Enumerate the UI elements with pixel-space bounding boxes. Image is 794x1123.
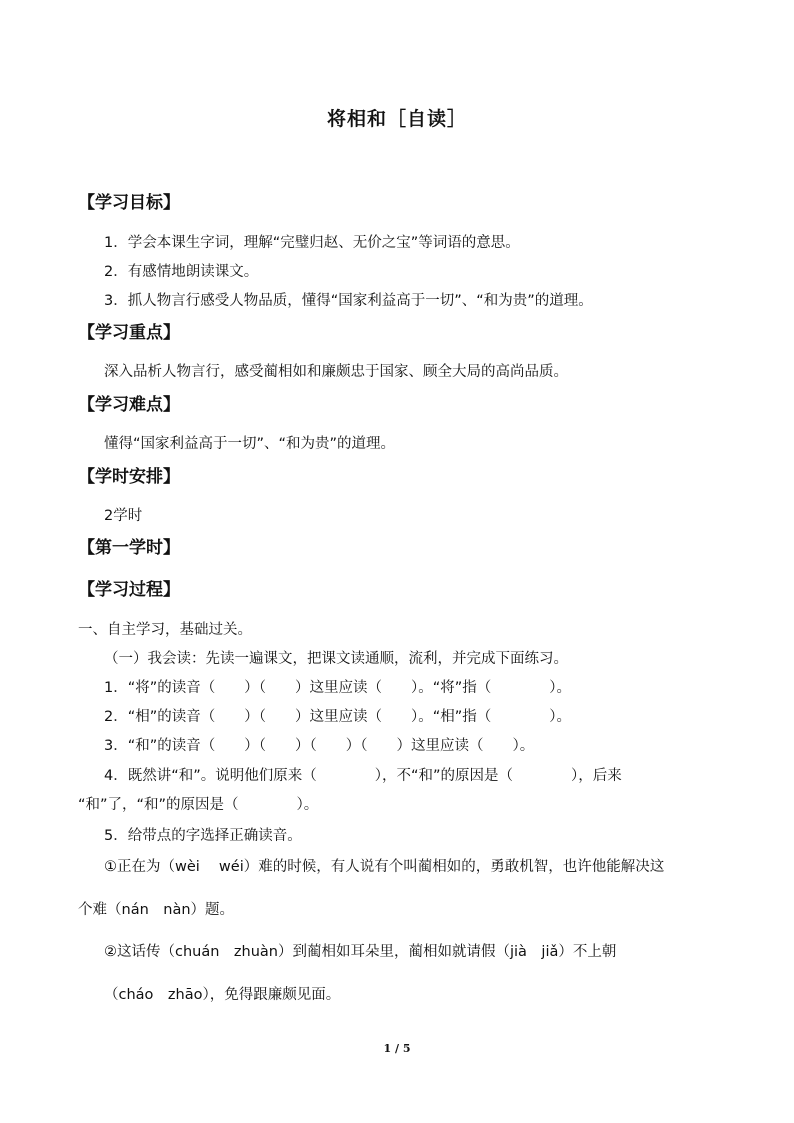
heading-difficulties: 【学习难点】 <box>78 395 180 415</box>
part-one-heading: 一、自主学习，基础过关。 <box>78 622 252 638</box>
difficulties-text: 懂得“国家利益高于一切”、“和为贵”的道理。 <box>104 436 396 452</box>
key-points-text: 深入品析人物言行，感受蔺相如和廉颇忠于国家、顾全大局的高尚品质。 <box>104 364 568 380</box>
page-number: 1 / 5 <box>383 1042 411 1055</box>
reading-sentence: ②这话传（chuán zhuàn）到蔺相如耳朵里，蔺相如就请假（jià jiǎ）不上朝 <box>104 944 617 960</box>
goal-item: 2．有感情地朗读课文。 <box>104 264 259 280</box>
reading-sentence-continued: （cháo zhāo），免得跟廉颇见面。 <box>104 987 341 1003</box>
reading-sentence-continued: 个难（nán nàn）题。 <box>78 902 235 918</box>
question-item: 5．给带点的字选择正确读音。 <box>104 828 302 844</box>
schedule-text: 2学时 <box>104 508 143 524</box>
question-item: 2．“相”的读音（ ）（ ）这里应读（ ）。“相”指（ ）。 <box>104 709 572 725</box>
reading-sentence: ①正在为（wèi wéi）难的时候，有人说有个叫蔺相如的，勇敢机智，也许他能解决这 <box>104 859 665 875</box>
page-title: 将相和［自读］ <box>326 108 467 130</box>
sub-section-heading: （一）我会读：先读一遍课文，把课文读通顺，流利，并完成下面练习。 <box>104 651 568 667</box>
goal-item: 1．学会本课生字词，理解“完璧归赵、无价之宝”等词语的意思。 <box>104 235 520 251</box>
heading-learning-goals: 【学习目标】 <box>78 193 180 213</box>
question-item: 1．“将”的读音（ ）（ ）这里应读（ ）。“将”指（ ）。 <box>104 680 572 696</box>
heading-schedule: 【学时安排】 <box>78 467 180 487</box>
heading-learning-process: 【学习过程】 <box>78 580 180 600</box>
goal-item: 3．抓人物言行感受人物品质，懂得“国家利益高于一切”、“和为贵”的道理。 <box>104 293 593 309</box>
heading-first-session: 【第一学时】 <box>78 538 180 558</box>
question-item: 3．“和”的读音（ ）（ ）（ ）（ ）这里应读（ ）。 <box>104 738 535 754</box>
question-item: 4．既然讲“和”。说明他们原来（ ），不“和”的原因是（ ），后来 <box>104 768 622 784</box>
question-item-continued: “和”了，“和”的原因是（ ）。 <box>78 797 319 813</box>
heading-key-points: 【学习重点】 <box>78 323 180 343</box>
